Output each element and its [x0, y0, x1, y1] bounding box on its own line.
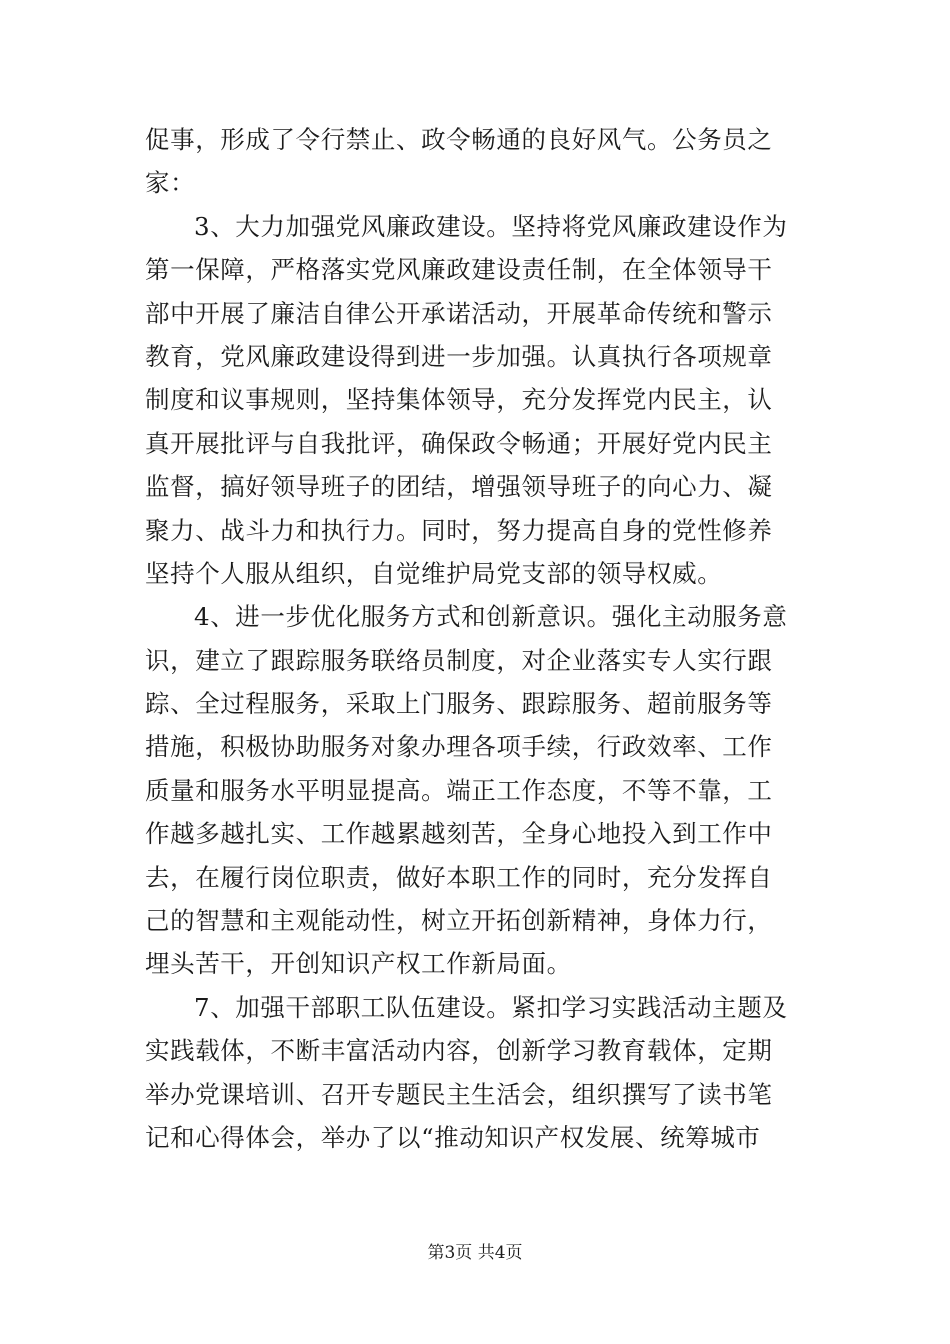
- text-line: 4、进一步优化服务方式和创新意识。强化主动服务意: [194, 602, 788, 632]
- text-line: 家：: [145, 168, 196, 198]
- text-line: 质量和服务水平明显提高。端正工作态度，不等不靠，工: [145, 775, 773, 805]
- text-line: 部中开展了廉洁自律公开承诺活动，开展革命传统和警示: [145, 298, 773, 328]
- text-line: 去，在履行岗位职责，做好本职工作的同时，充分发挥自: [145, 862, 773, 892]
- text-line: 识，建立了跟踪服务联络员制度，对企业落实专人实行跟: [145, 645, 773, 675]
- body-text: [145, 118, 815, 1159]
- text-line: 监督，搞好领导班子的团结，增强领导班子的向心力、凝: [145, 472, 773, 502]
- text-line: 制度和议事规则，坚持集体领导，充分发挥党内民主，认: [145, 385, 773, 415]
- text-line: 记和心得体会，举办了以“推动知识产权发展、统筹城市: [145, 1122, 761, 1152]
- page-number-footer: 第3页 共4页: [427, 1243, 523, 1263]
- text-line: 举办党课培训、召开专题民主生活会，组织撰写了读书笔: [145, 1079, 773, 1109]
- text-line: 措施，积极协助服务对象办理各项手续，行政效率、工作: [145, 732, 773, 762]
- text-line: 7、加强干部职工队伍建设。紧扣学习实践活动主题及: [194, 992, 788, 1022]
- text-line: 踪、全过程服务，采取上门服务、跟踪服务、超前服务等: [145, 689, 773, 719]
- text-line: 教育，党风廉政建设得到进一步加强。认真执行各项规章: [145, 341, 773, 371]
- text-line: 作越多越扎实、工作越累越刻苦，全身心地投入到工作中: [145, 819, 773, 849]
- text-line: 聚力、战斗力和执行力。同时，努力提高自身的党性修养: [145, 515, 773, 545]
- text-line: 促事，形成了令行禁止、政令畅通的良好风气。公务员之: [145, 125, 773, 154]
- text-line: 第一保障，严格落实党风廉政建设责任制，在全体领导干: [145, 255, 773, 285]
- text-line: 真开展批评与自我批评，确保政令畅通；开展好党内民主: [145, 428, 773, 458]
- text-line: 埋头苦干，开创知识产权工作新局面。: [145, 949, 572, 979]
- text-line: 坚持个人服从组织，自觉维护局党支部的领导权威。: [145, 558, 723, 588]
- text-line: 己的智慧和主观能动性，树立开拓创新精神，身体力行，: [145, 906, 773, 936]
- text-line: 3、大力加强党风廉政建设。坚持将党风廉政建设作为: [194, 211, 788, 241]
- text-line: 实践载体，不断丰富活动内容，创新学习教育载体，定期: [145, 1036, 773, 1066]
